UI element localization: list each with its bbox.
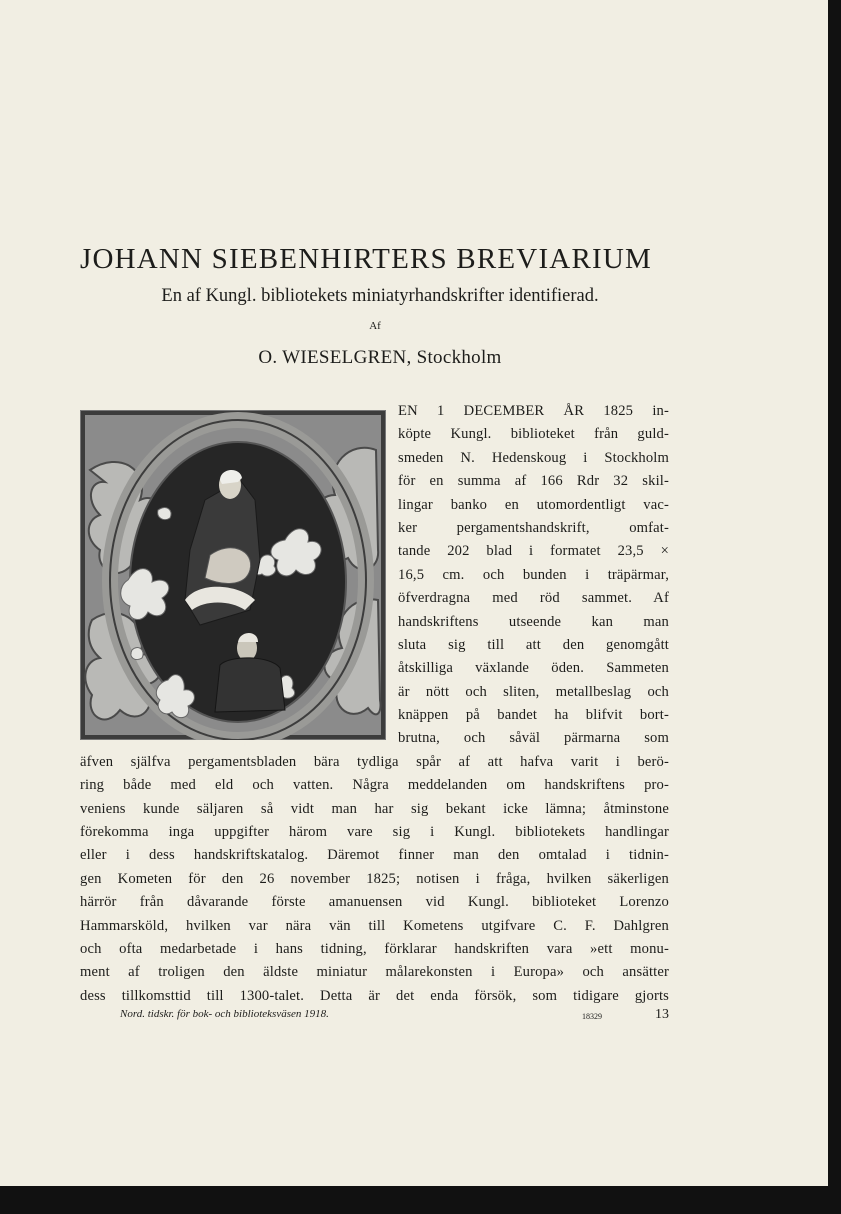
text-line: veniens kunde säljaren så vidt man har sig bekant icke lämna; åtminstone: [80, 800, 669, 817]
text-line: förekomma inga uppgifter härom vare sig i Kungl. bibliotekets handlingar: [80, 824, 669, 841]
text-line: är nött och sliten, metallbeslag och: [398, 683, 669, 700]
article-title: JOHANN SIEBENHIRTERS BREVIARIUM: [80, 243, 652, 275]
text-line: åtskilliga växlande öden. Sammeten: [398, 660, 669, 677]
text-line: lingar banko en utomordentligt vac-: [398, 496, 669, 513]
text-line: ment af troligen den äldste miniatur målarekonsten i Europa» och ansätter: [80, 964, 669, 981]
article-body: [80, 400, 669, 1008]
text-line: knäppen på bandet ha blifvit bort-: [398, 707, 669, 724]
page-footer: [80, 1008, 669, 1028]
text-line: smeden N. Hedenskoug i Stockholm: [398, 449, 669, 466]
text-line: sluta sig till att den genomgått: [398, 636, 669, 653]
text-line: äfven själfva pergamentsbladen bära tydliga spår af att hafva varit i berö-: [80, 753, 669, 770]
text-line: och ofta medarbetade i hans tidning, förklarar handskriften vara »ett monu-: [80, 940, 669, 957]
text-line: EN 1 DECEMBER ÅR 1825 in-: [398, 403, 669, 419]
text-line: ring både med eld och vatten. Några meddelanden om handskriftens pro-: [80, 777, 669, 794]
text-line: brutna, och såväl pärmarna som: [398, 730, 669, 747]
journal-citation: Nord. tidskr. för bok- och biblioteksväsen 1918.: [120, 1008, 329, 1020]
page-number: 13: [655, 1007, 669, 1022]
text-line: härrör från dåvarande förste amanuensen vid Kungl. biblioteket Lorenzo: [80, 894, 669, 911]
text-line: ker pergamentshandskrift, omfat-: [398, 519, 669, 536]
text-line: tande 202 blad i formatet 23,5 ×: [398, 543, 669, 560]
text-line: 16,5 cm. och bunden i träpärmar,: [398, 566, 669, 583]
text-line: eller i dess handskriftskatalog. Däremot finner man den omtalad i tidnin-: [80, 847, 669, 864]
text-line: öfverdragna med röd sammet. Af: [398, 590, 669, 607]
text-line: gen Kometen för den 26 november 1825; notisen i fråga, hvilken säkerligen: [80, 870, 669, 887]
printer-signature: 18329: [582, 1012, 602, 1021]
text-line: för en summa af 166 Rdr 32 skil-: [398, 473, 669, 490]
text-line: köpte Kungl. biblioteket från guld-: [398, 426, 669, 443]
byline-prefix: Af: [369, 320, 381, 332]
author-name: O. WIESELGREN, Stockholm: [258, 347, 502, 368]
text-line: Hammarsköld, hvilken var nära vän till Kometens utgifvare C. F. Dahlgren: [80, 917, 669, 934]
article-subtitle: En af Kungl. bibliotekets miniatyrhandskrifter identifierad.: [161, 286, 599, 306]
text-line: dess tillkomsttid till 1300-talet. Detta är det enda försök, som tidigare gjorts: [80, 987, 669, 1004]
text-line: handskriftens utseende kan man: [398, 613, 669, 630]
